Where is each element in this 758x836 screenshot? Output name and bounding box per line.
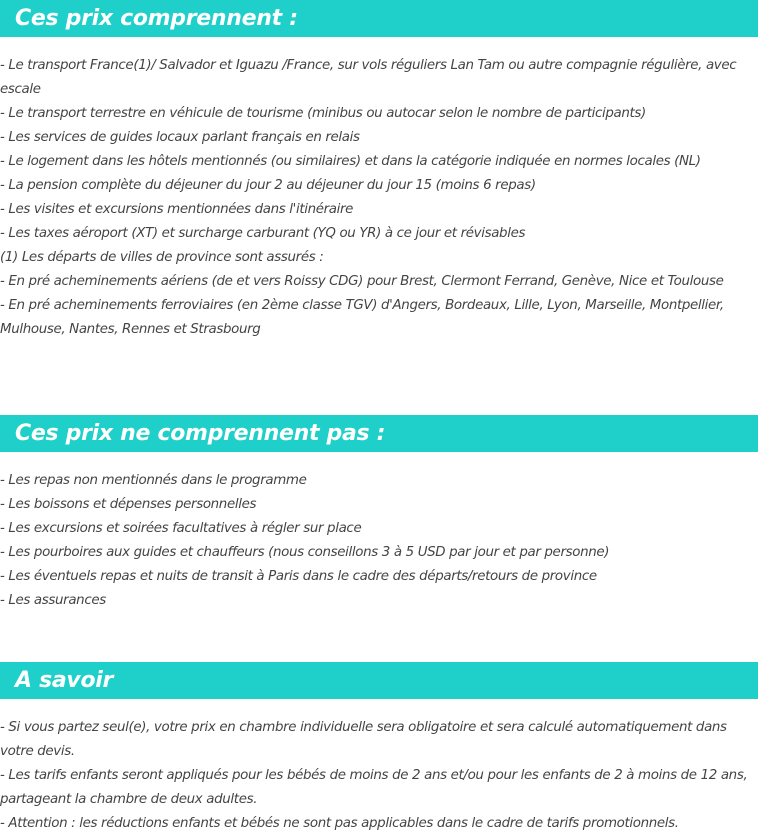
list-item: - Si vous partez seul(e), votre prix en chambre individuelle sera obligatoire et sera calculé automatiquement dans votre devis. — [0, 720, 727, 759]
good-to-know-list — [0, 716, 758, 836]
section-title-not-included: Ces prix ne comprennent pas : — [0, 415, 758, 452]
list-item: - Le logement dans les hôtels mentionnés (ou similaires) et dans la catégorie indiquée en normes locales (NL) — [0, 154, 701, 169]
section-title-included: Ces prix comprennent : — [0, 0, 758, 37]
list-item: - Les pourboires aux guides et chauffeurs (nous conseillons 3 à 5 USD par jour et par personne) — [0, 545, 610, 560]
list-item: - Les assurances — [0, 593, 106, 608]
list-item: - Le transport terrestre en véhicule de tourisme (minibus ou autocar selon le nombre de participants) — [0, 106, 646, 121]
section-included — [0, 0, 758, 342]
list-item: - Les éventuels repas et nuits de transit à Paris dans le cadre des départs/retours de province — [0, 569, 597, 584]
list-item: - Les excursions et soirées facultatives à régler sur place — [0, 521, 362, 536]
section-not-included — [0, 415, 758, 613]
list-item: - Le transport France(1)/ Salvador et Iguazu /France, sur vols réguliers Lan Tam ou autre compagnie régulière, avec escale — [0, 58, 737, 97]
list-item: - Les taxes aéroport (XT) et surcharge carburant (YQ ou YR) à ce jour et révisables — [0, 226, 526, 241]
section-good-to-know — [0, 662, 758, 836]
included-list — [0, 54, 758, 342]
list-item: - En pré acheminements ferroviaires (en 2ème classe TGV) d'Angers, Bordeaux, Lille, Lyon, Marseille, Montpellier, Mulhouse, Nantes, Rennes et Strasbourg — [0, 298, 724, 337]
list-item: - Les tarifs enfants seront appliqués pour les bébés de moins de 2 ans et/ou pour les enfants de 2 à moins de 12 ans, partageant la chambre de deux adultes. — [0, 768, 748, 807]
list-item: - Les repas non mentionnés dans le programme — [0, 473, 307, 488]
section-title-good-to-know: A savoir — [0, 662, 758, 699]
list-item: - Les visites et excursions mentionnées dans l'itinéraire — [0, 202, 354, 217]
list-item: (1) Les départs de villes de province sont assurés : — [0, 250, 324, 265]
not-included-list — [0, 469, 758, 613]
list-item: - En pré acheminements aériens (de et vers Roissy CDG) pour Brest, Clermont Ferrand, Genève, Nice et Toulouse — [0, 274, 724, 289]
list-item: - Les boissons et dépenses personnelles — [0, 497, 257, 512]
list-item: - Les services de guides locaux parlant français en relais — [0, 130, 360, 145]
list-item: - La pension complète du déjeuner du jour 2 au déjeuner du jour 15 (moins 6 repas) — [0, 178, 536, 193]
list-item: - Attention : les réductions enfants et bébés ne sont pas applicables dans le cadre de tarifs promotionnels. — [0, 816, 679, 831]
